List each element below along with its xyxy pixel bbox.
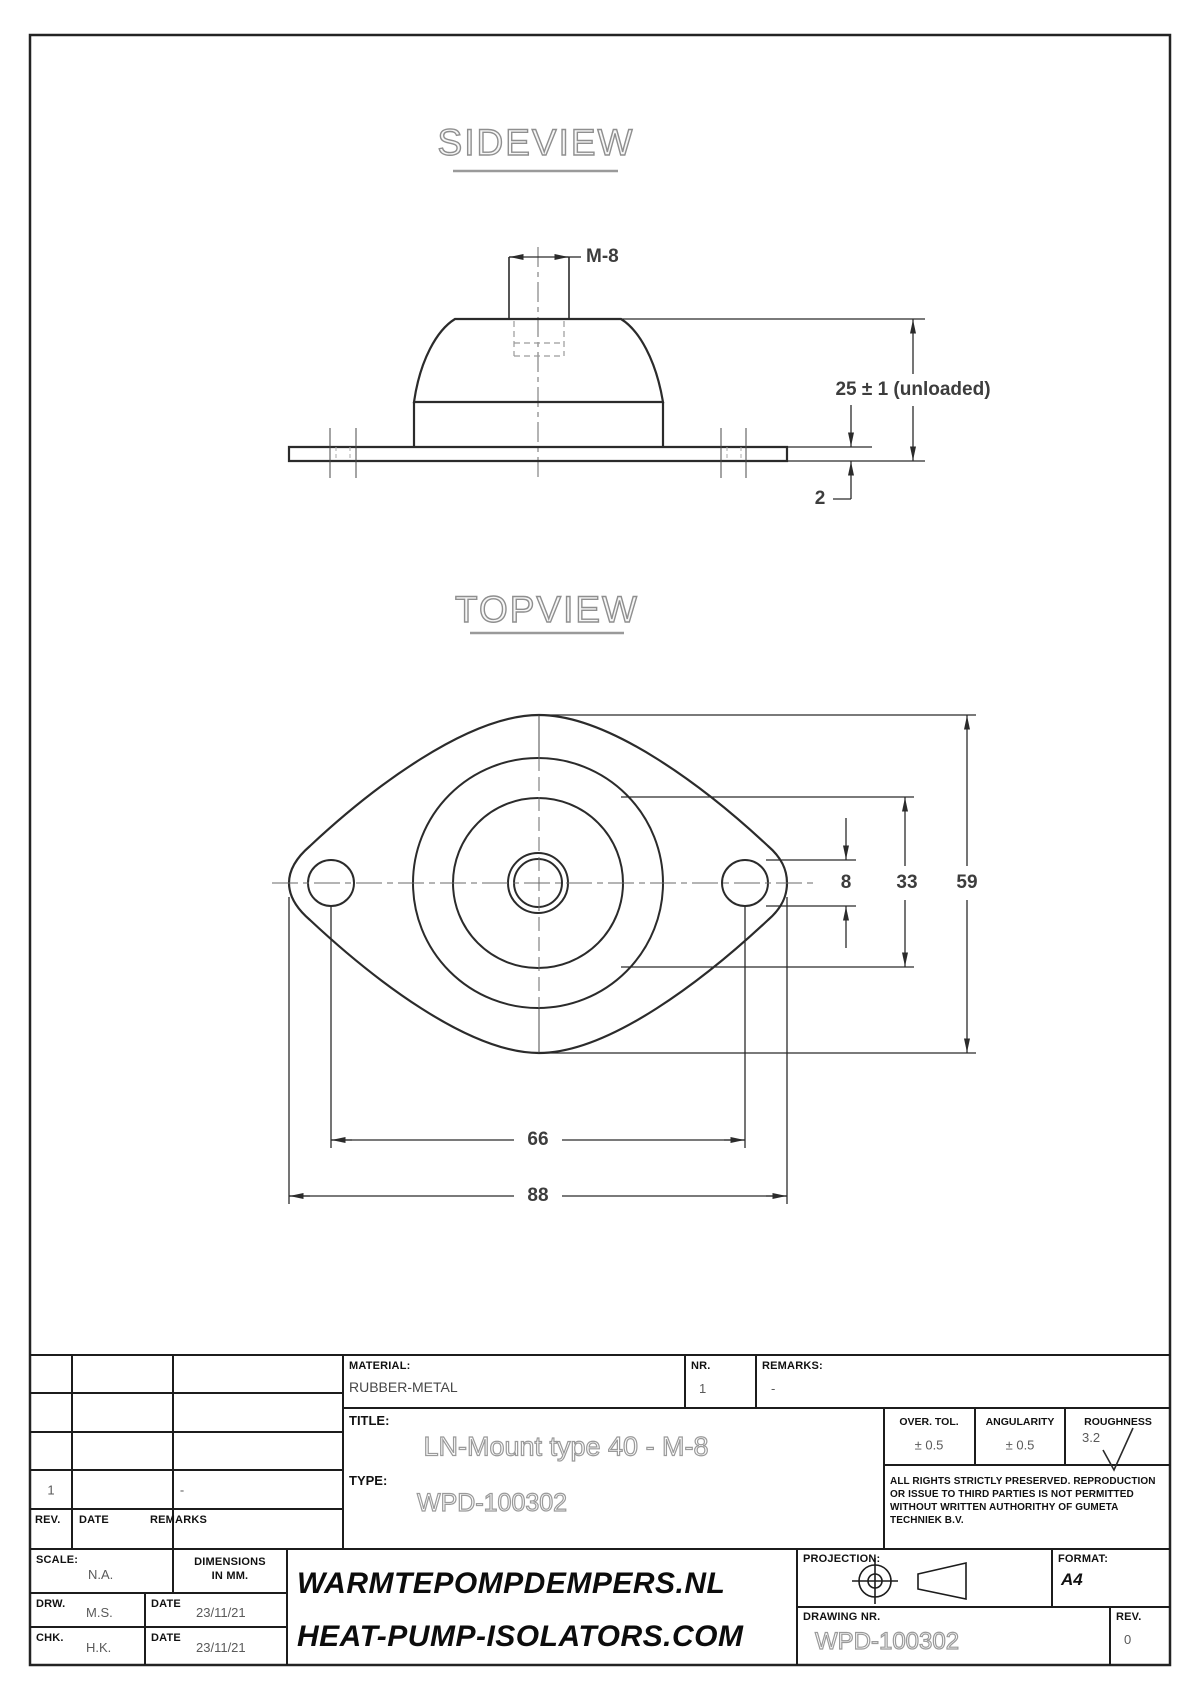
roughness-value: 3.2	[1082, 1430, 1101, 1445]
over-tol-label: OVER. TOL.	[899, 1416, 959, 1428]
nr-label: NR.	[691, 1360, 711, 1372]
dim-bolt-spacing-label: 66	[527, 1129, 549, 1150]
projection-label: PROJECTION:	[803, 1553, 881, 1565]
topview-drawing	[272, 633, 976, 1204]
dim-hole-diameter-label: 8	[840, 872, 852, 893]
plate-thickness-dimension	[787, 405, 872, 499]
rev-value: 0	[1124, 1632, 1132, 1647]
brand-url-com: HEAT-PUMP-ISOLATORS.COM	[297, 1620, 744, 1653]
chk-date-value: 23/11/21	[196, 1640, 246, 1655]
format-label: FORMAT:	[1058, 1553, 1109, 1565]
drw-date-value: 23/11/21	[196, 1605, 246, 1620]
drw-label: DRW.	[36, 1598, 66, 1610]
brand-url-nl: WARMTEPOMPDEMPERS.NL	[297, 1567, 726, 1600]
title-value: LN-Mount type 40 - M-8	[423, 1431, 709, 1462]
chk-label: CHK.	[36, 1632, 64, 1644]
format-value: A4	[1061, 1570, 1083, 1589]
dimensions-note-line1: DIMENSIONS	[194, 1556, 266, 1568]
over-tol-value: ± 0.5	[914, 1437, 944, 1453]
scale-value: N.A.	[88, 1567, 114, 1582]
nr-value: 1	[699, 1381, 707, 1396]
topview-title: TOPVIEW	[455, 589, 639, 630]
drawing-nr-label: DRAWING NR.	[803, 1611, 881, 1623]
rights-statement: ALL RIGHTS STRICTLY PRESERVED. REPRODUCTION OR ISSUE TO THIRD PARTIES IS NOT PERMITTED WITHOUT WRITTEN AUTHORITHY OF GUMETA TECHNIEK B.V.	[890, 1476, 1156, 1526]
flange-outline	[289, 715, 787, 1053]
scale-label: SCALE:	[36, 1554, 79, 1566]
dim-thread-label: M-8	[586, 246, 619, 267]
revision-row-remarks: -	[179, 1482, 185, 1498]
dim-height-label: 25 ± 1 (unloaded)	[835, 379, 991, 400]
drw-value: M.S.	[86, 1605, 113, 1620]
chk-date-label: DATE	[151, 1632, 181, 1644]
revision-row-rev: 1	[47, 1482, 55, 1498]
revision-remarks-header: REMARKS	[150, 1514, 208, 1526]
material-label: MATERIAL:	[349, 1360, 411, 1372]
sideview-drawing	[289, 171, 925, 499]
surface-roughness-icon	[1103, 1428, 1133, 1470]
remarks-value: -	[771, 1381, 776, 1396]
bolt-spacing-dimension	[331, 906, 745, 1148]
dim-overall-width-label: 88	[527, 1185, 549, 1206]
dim-flange-height-label: 59	[956, 872, 978, 893]
roughness-label: ROUGHNESS	[1084, 1416, 1152, 1428]
type-value: WPD-100302	[417, 1489, 568, 1517]
revision-date-header: DATE	[79, 1514, 109, 1526]
angularity-label: ANGULARITY	[985, 1416, 1055, 1428]
remarks-label: REMARKS:	[762, 1360, 823, 1372]
revision-rev-header: REV.	[35, 1514, 61, 1526]
material-value: RUBBER-METAL	[349, 1379, 458, 1395]
type-label: TYPE:	[349, 1473, 388, 1488]
dim-core-circle-label: 33	[896, 872, 918, 893]
drawing-nr-value: WPD-100302	[815, 1628, 960, 1655]
dimensions-note-line2: IN MM.	[211, 1570, 249, 1582]
drw-date-label: DATE	[151, 1598, 181, 1610]
sideview-title: SIDEVIEW	[437, 122, 635, 163]
chk-value: H.K.	[86, 1640, 112, 1655]
dim-plate-thickness-label: 2	[814, 488, 826, 509]
rev-label: REV.	[1116, 1611, 1142, 1623]
overall-width-dimension	[289, 897, 787, 1204]
angularity-value: ± 0.5	[1005, 1437, 1035, 1453]
hidden-thread-lines	[514, 321, 564, 356]
title-label: TITLE:	[349, 1413, 390, 1428]
